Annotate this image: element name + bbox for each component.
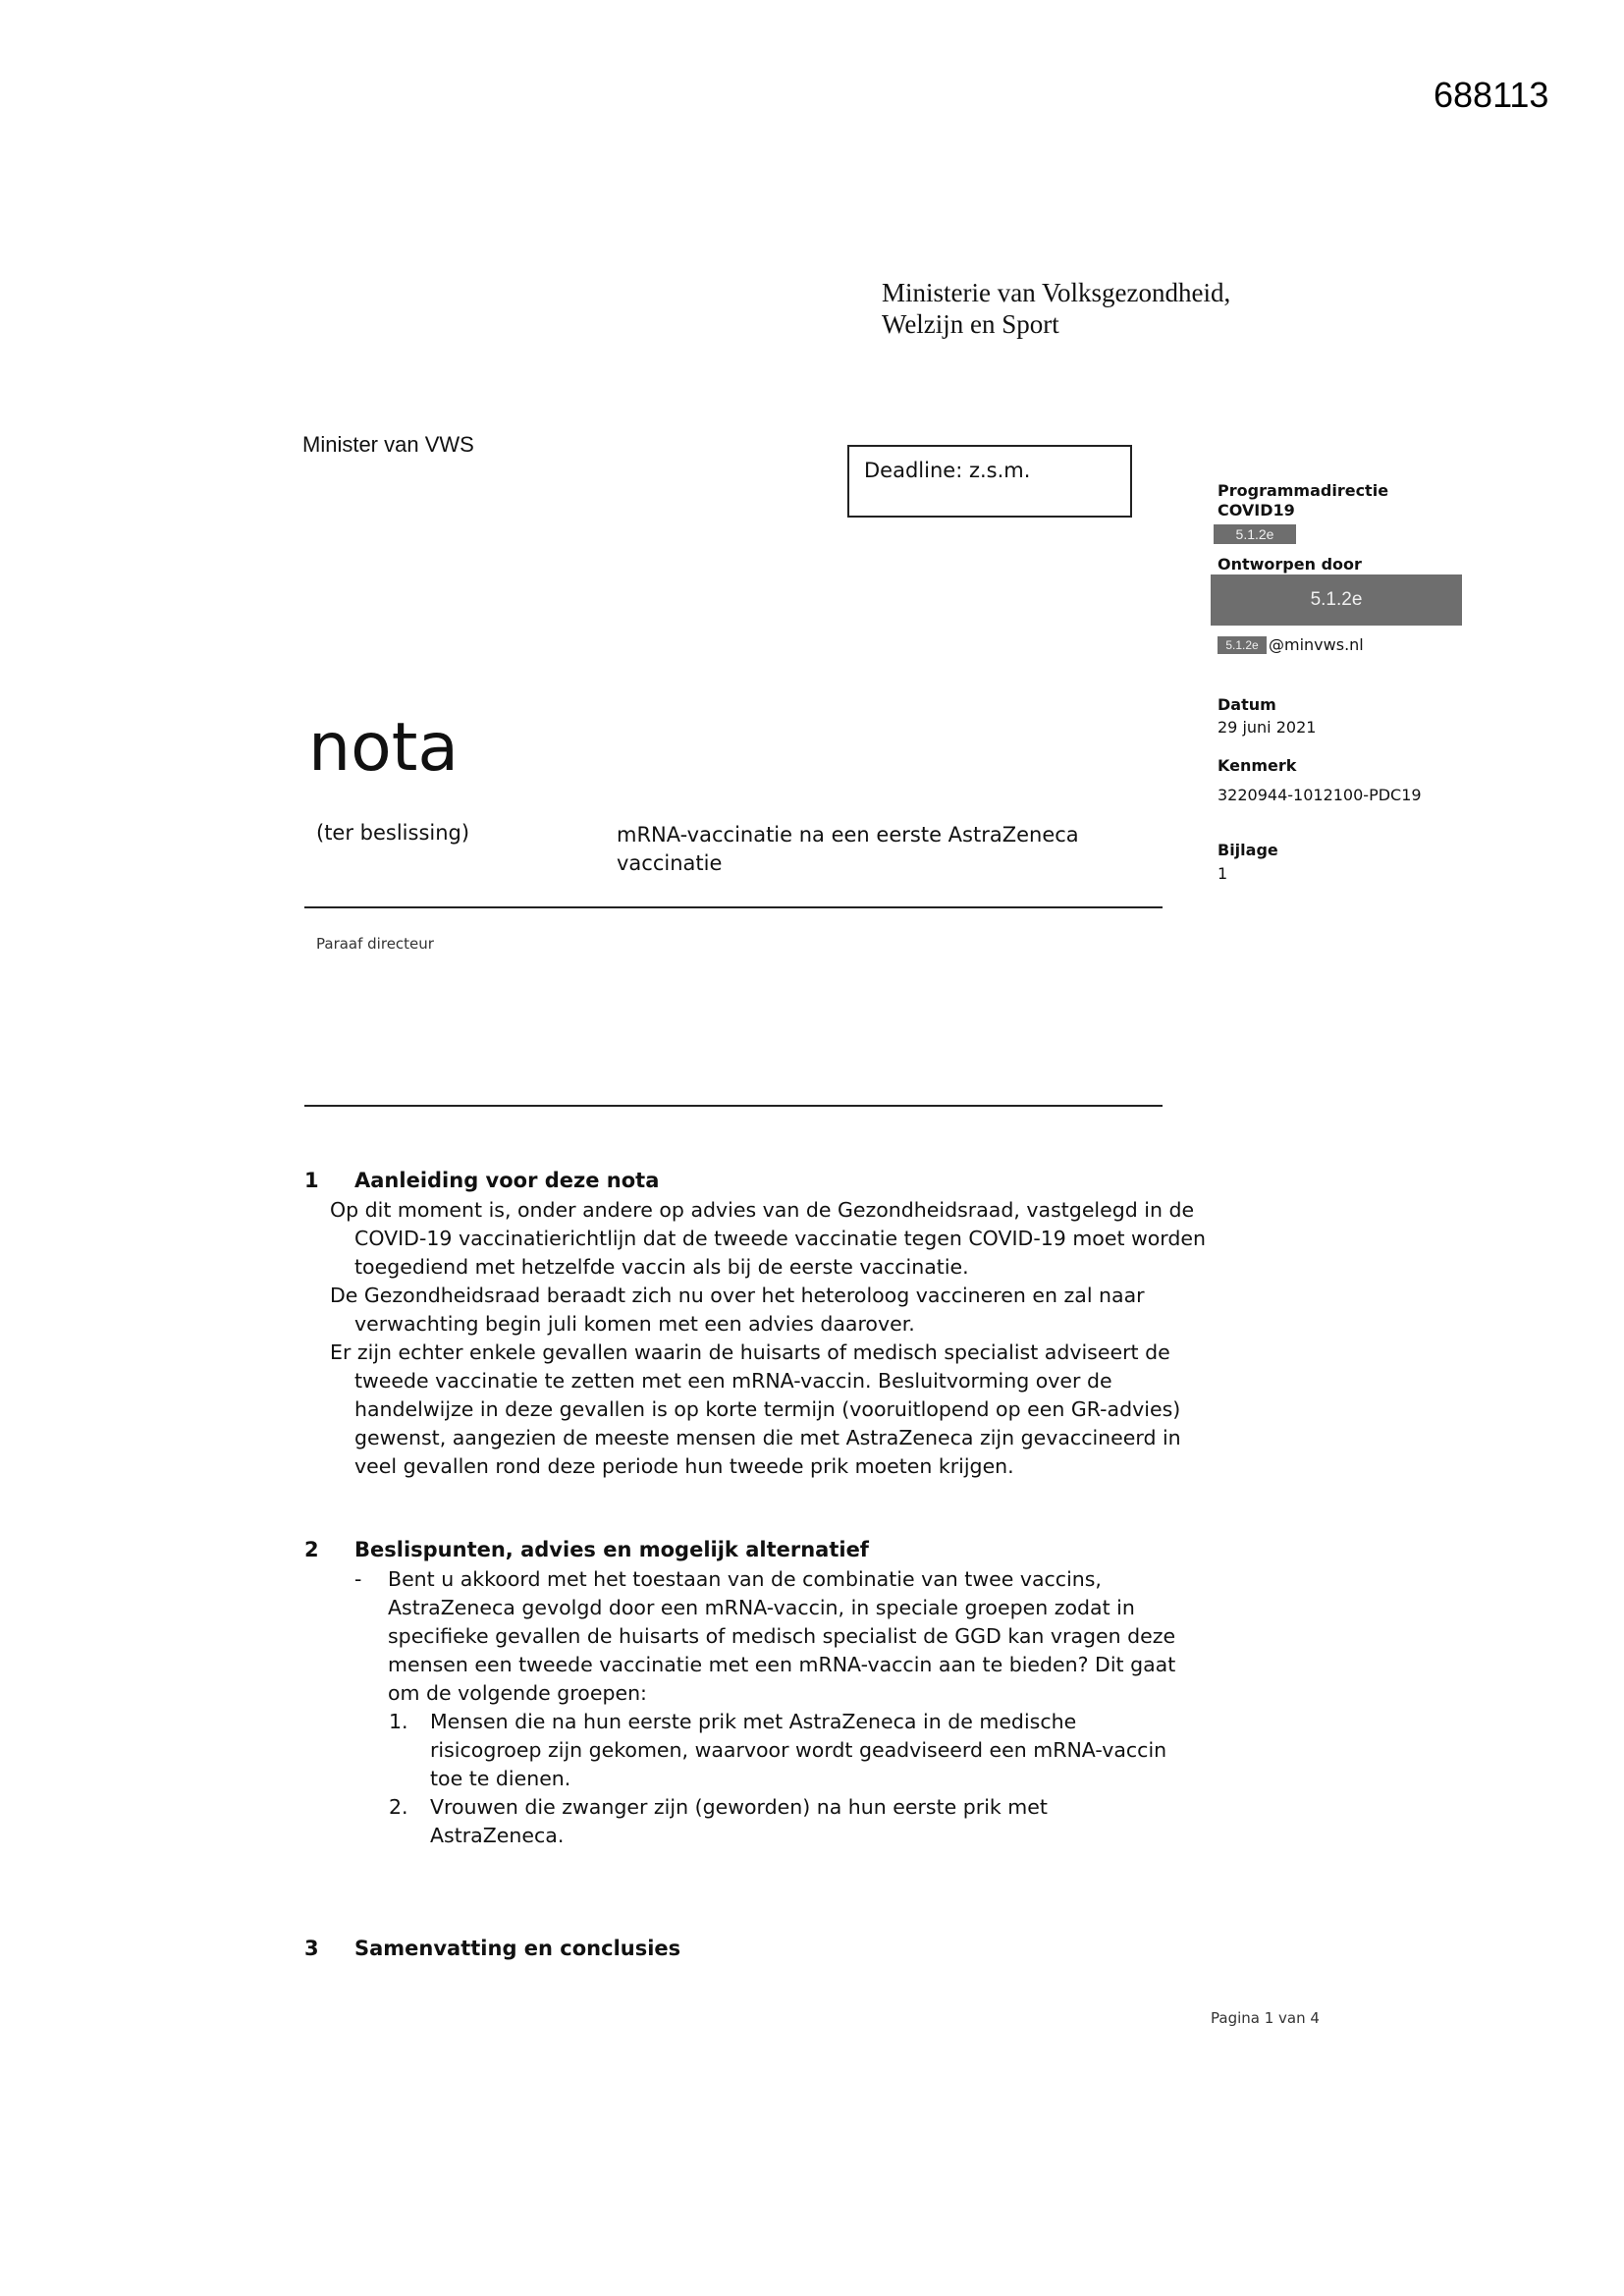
section-2-bullet-marker: - xyxy=(354,1567,362,1591)
section-2-item-1-marker: 1. xyxy=(389,1710,408,1733)
reference-value: 3220944-1012100-PDC19 xyxy=(1218,786,1422,804)
section-1-paragraph-3: Er zijn echter enkele gevallen waarin de huisarts of medisch specialist adviseert de tweede vaccinatie te zetten met een mRNA-vaccin. Besluitvorming over de handelwijze in deze gevallen is op korte termijn (vooruitlopend op een GR-advies) gewenst, aangezien de meeste mensen die met AstraZeneca zijn gevaccineerd in veel gevallen rond deze periode hun tweede prik moeten krijgen. xyxy=(330,1340,1181,1478)
ministry-name xyxy=(882,277,1230,340)
section-1-number: 1 xyxy=(304,1169,319,1192)
section-2-item-2-marker: 2. xyxy=(389,1795,408,1819)
subject-line-1: mRNA-vaccinatie na een eerste AstraZeneca xyxy=(617,823,1079,847)
section-1-paragraph-1: Op dit moment is, onder andere op advies van de Gezondheidsraad, vastgelegd in de COVID-19 vaccinatierichtlijn dat de tweede vaccinatie tegen COVID-19 moet worden toegediend met hetzelfde vaccin als bij de eerste vaccinatie. xyxy=(330,1198,1206,1279)
email-redaction: 5.1.2e xyxy=(1218,636,1267,654)
attachment-label: Bijlage xyxy=(1218,841,1278,859)
section-1-body xyxy=(330,1196,1206,1481)
note-subject xyxy=(617,821,1127,878)
section-2-heading: Beslispunten, advies en mogelijk alternatief xyxy=(354,1538,869,1561)
page-title: nota xyxy=(308,709,460,787)
divider-bottom xyxy=(304,1105,1163,1107)
document-number: 688113 xyxy=(1434,75,1549,115)
paraaf-label: Paraaf directeur xyxy=(316,935,434,953)
attachment-value: 1 xyxy=(1218,864,1228,883)
section-3-number: 3 xyxy=(304,1937,319,1960)
section-1-paragraph-2: De Gezondheidsraad beraadt zich nu over het heteroloog vaccineren en zal naar verwachting begin juli komen met een advies daarover. xyxy=(330,1284,1145,1336)
section-2-bullet-text: Bent u akkoord met het toestaan van de combinatie van twee vaccins, AstraZeneca gevolgd door een mRNA-vaccin, in speciale groepen zodat in specifieke gevallen de huisarts of medisch specialist de GGD kan vragen deze mensen een tweede vaccinatie met een mRNA-vaccin aan te bieden? Dit gaat om de volgende groepen: xyxy=(388,1567,1176,1705)
recipient: Minister van VWS xyxy=(302,432,474,457)
deadline-text: Deadline: z.s.m. xyxy=(864,459,1031,482)
page-number: Pagina 1 van 4 xyxy=(1211,2009,1320,2027)
reference-label: Kenmerk xyxy=(1218,756,1297,775)
section-2-number: 2 xyxy=(304,1538,319,1561)
section-1-heading: Aanleiding voor deze nota xyxy=(354,1169,660,1192)
designed-by-label: Ontworpen door xyxy=(1218,555,1362,574)
email-domain: @minvws.nl xyxy=(1269,635,1364,654)
ministry-line-1: Ministerie van Volksgezondheid, xyxy=(882,278,1231,307)
ministry-line-2: Welzijn en Sport xyxy=(882,309,1059,339)
subject-line-2: vaccinatie xyxy=(617,851,723,875)
divider-top xyxy=(304,906,1163,908)
date-value: 29 juni 2021 xyxy=(1218,718,1317,737)
section-3-heading: Samenvatting en conclusies xyxy=(354,1937,681,1960)
date-label: Datum xyxy=(1218,695,1276,714)
department-line-1: Programmadirectie xyxy=(1218,481,1389,500)
section-2-item-2-text: Vrouwen die zwanger zijn (geworden) na hun eerste prik met AstraZeneca. xyxy=(430,1795,1048,1847)
redaction-small: 5.1.2e xyxy=(1214,524,1296,544)
redaction-large: 5.1.2e xyxy=(1211,574,1462,626)
note-kind: (ter beslissing) xyxy=(316,821,470,845)
section-2-item-1-text: Mensen die na hun eerste prik met AstraZeneca in de medische risicogroep zijn gekomen, waarvoor wordt geadviseerd een mRNA-vaccin toe te dienen. xyxy=(430,1710,1167,1790)
department-line-2: COVID19 xyxy=(1218,501,1295,519)
